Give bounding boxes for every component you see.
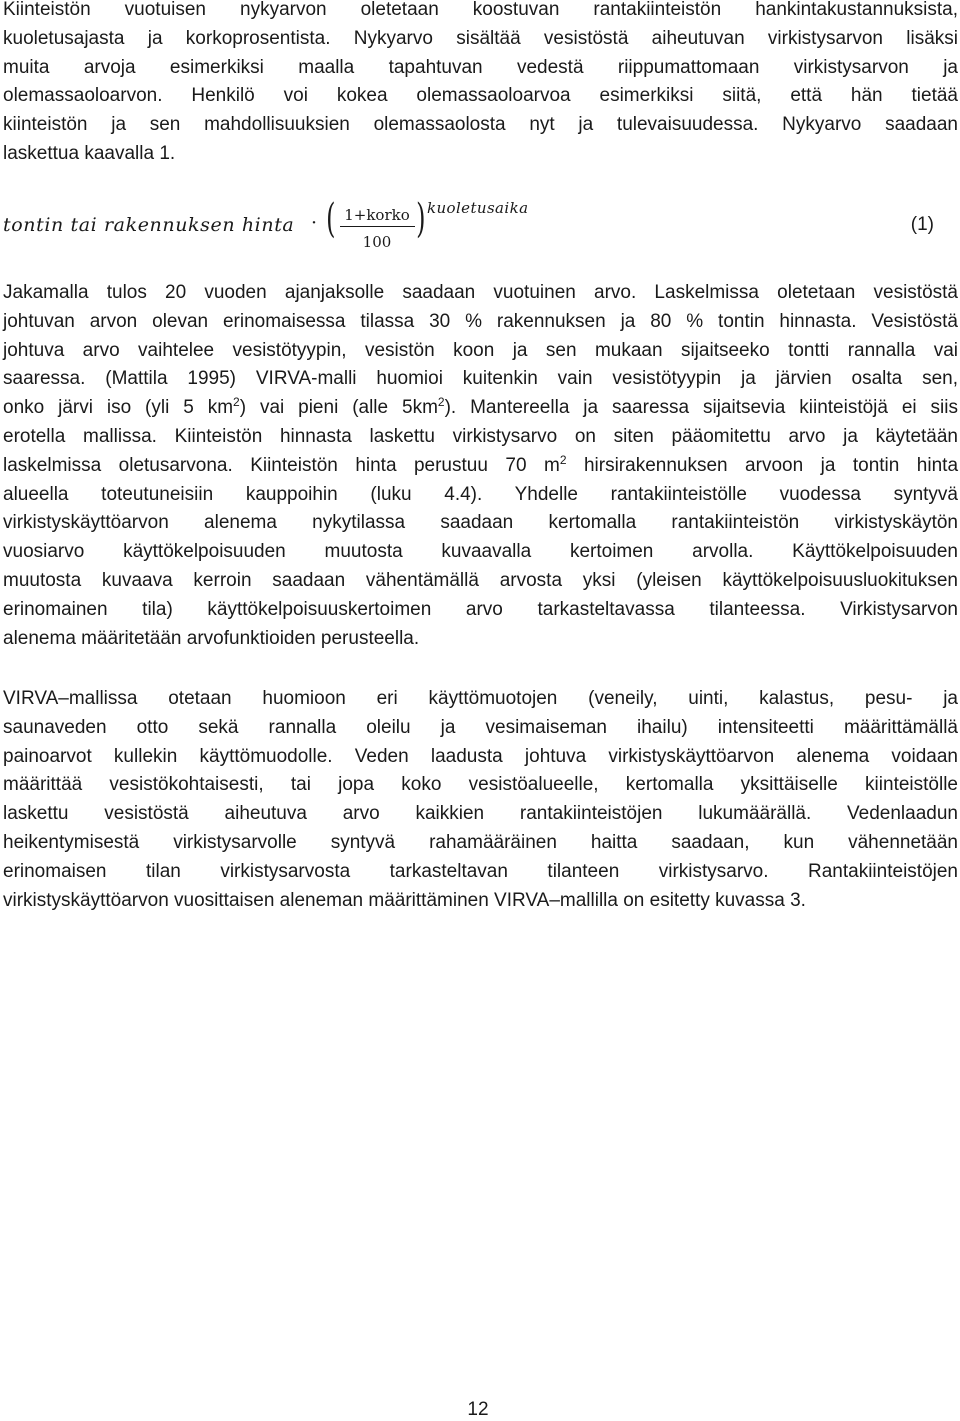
- equation-fraction-bar: [340, 226, 415, 227]
- text-line: VIRVA–mallissa otetaan huomioon eri käyttömuotojen (veneily, uinti, kalastus, pesu- ja: [3, 688, 958, 709]
- text-line: erotella mallissa. Kiinteistön hinnasta laskettu virkistysarvo on siten pääomitettu arvo ja käytetään: [3, 425, 958, 447]
- text-line: muutosta kuvaava kerroin saadaan vähentämällä arvosta yksi (yleisen käyttökelpoisuusluokituksen: [3, 569, 958, 591]
- text-line: alueella toteutuneisiin kauppoihin (luku 4.4). Yhdelle rantakiinteistölle vuodessa syntyvä: [3, 483, 958, 505]
- text-line: laskettua kaavalla 1.: [3, 142, 176, 164]
- superscript: 2: [437, 395, 445, 410]
- paragraph-present-value: [3, 0, 958, 169]
- text-line: Kiinteistön vuotuisen nykyarvon oletetaan koostuvan rantakiinteistön hankintakustannuksista,: [3, 0, 958, 20]
- text-fragment: ) vai pieni (alle 5km: [239, 397, 438, 419]
- equation-exponent: kuoletusaika: [427, 199, 529, 217]
- text-line: erinomainen tila) käyttökelpoisuuskertoimen arvo tarkasteltavassa tilanteessa. Virkistysarvon: [3, 598, 958, 620]
- text-line: Jakamalla tulos 20 vuoden ajanjaksolle saadaan vuotuinen arvo. Laskelmissa oletetaan vesistöstä: [3, 282, 958, 303]
- equation-left-paren: (: [326, 196, 336, 242]
- text-line: vuosiarvo käyttökelpoisuuden muutosta kuvaavalla kertoimen arvolla. Käyttökelpoisuuden: [3, 541, 958, 563]
- text-fragment: ). Mantereella ja saaressa sijaitsevia kiinteistöjä ei siis: [444, 397, 959, 419]
- equation-numerator: 1+korko: [344, 206, 410, 224]
- text-line: kiinteistön ja sen mahdollisuuksien olemassaolosta nyt ja tulevaisuudessa. Nykyarvo saadaan: [3, 114, 958, 136]
- text-line: virkistyskäyttöarvon alenema nykytilassa saadaan kertomalla rantakiinteistön virkistyskäytön: [3, 512, 958, 534]
- text-line: laskettu vesistöstä aiheutuva arvo kaikkien rantakiinteistöjen lukumäärällä. Vedenlaadun: [3, 803, 958, 825]
- equation-multiply-dot: ·: [311, 212, 318, 234]
- page-number: 12: [467, 1399, 489, 1420]
- text-line: johtuva arvo vaihtelee vesistötyypin, vesistön koon ja sen mukaan sijaitseeko tontti rannalla vai: [3, 339, 958, 361]
- text-line: painoarvot kullekin käyttömuodolle. Veden laadusta johtuva virkistyskäyttöarvon alenema voidaan: [3, 745, 958, 767]
- paragraph-annual-value: [3, 279, 958, 653]
- superscript: 2: [559, 452, 567, 467]
- superscript: 2: [233, 395, 240, 410]
- text-line: alenema määritetään arvofunktioiden perusteella.: [3, 627, 420, 649]
- equation-number: (1): [910, 214, 934, 235]
- equation-1: [3, 196, 958, 262]
- text-line: heikentymisestä virkistysarvolle syntyvä rahamääräinen haitta saadaan, kun vähennetään: [3, 831, 958, 853]
- text-line: virkistyskäyttöarvon vuosittaisen aleneman määrittäminen VIRVA–mallilla on esitetty kuvassa 3.: [3, 889, 806, 911]
- paragraph-virva-model: [3, 685, 958, 915]
- text-line: muita arvoja esimerkiksi maalla tapahtuvan vedestä riippumattomaan virkistysarvon ja: [3, 56, 958, 78]
- text-line: saunaveden otto sekä rannalla oleilu ja vesimaiseman ihailu) intensiteetti määrittämällä: [3, 716, 958, 738]
- text-fragment: laskelmissa oletusarvona. Kiinteistön hinta perustuu 70 m: [3, 454, 560, 476]
- text-fragment: onko järvi iso (yli 5 km: [3, 397, 234, 419]
- equation-denominator: 100: [362, 233, 392, 251]
- text-line: [3, 394, 958, 423]
- equation-right-paren: ): [416, 196, 426, 242]
- text-line: kuoletusajasta ja korkoprosentista. Nykyarvo sisältää vesistöstä aiheutuvan virkistysarvon lisäksi: [3, 27, 958, 49]
- text-line: määrittää vesistökohtaisesti, tai jopa koko vesistöalueelle, kertomalla yksittäiselle kiinteistölle: [3, 774, 958, 796]
- text-line: johtuvan arvon olevan erinomaisessa tilassa 30 % rakennuksen ja 80 % tontin hinnasta. Vesistöstä: [3, 310, 958, 332]
- text-fragment: hirsirakennuksen arvoon ja tontin hinta: [566, 454, 959, 476]
- equation-lhs: tontin tai rakennuksen hinta: [3, 214, 295, 236]
- text-line: [3, 452, 958, 481]
- text-line: olemassaoloarvon. Henkilö voi kokea olemassaoloarvoa esimerkiksi siitä, että hän tietää: [3, 85, 958, 107]
- text-line: erinomaisen tilan virkistysarvosta tarkasteltavan tilanteen virkistysarvo. Rantakiinteistöjen: [3, 860, 958, 882]
- text-line: saaressa. (Mattila 1995) VIRVA-malli huomioi kuitenkin vain vesistötyypin ja järvien osalta sen,: [3, 368, 958, 390]
